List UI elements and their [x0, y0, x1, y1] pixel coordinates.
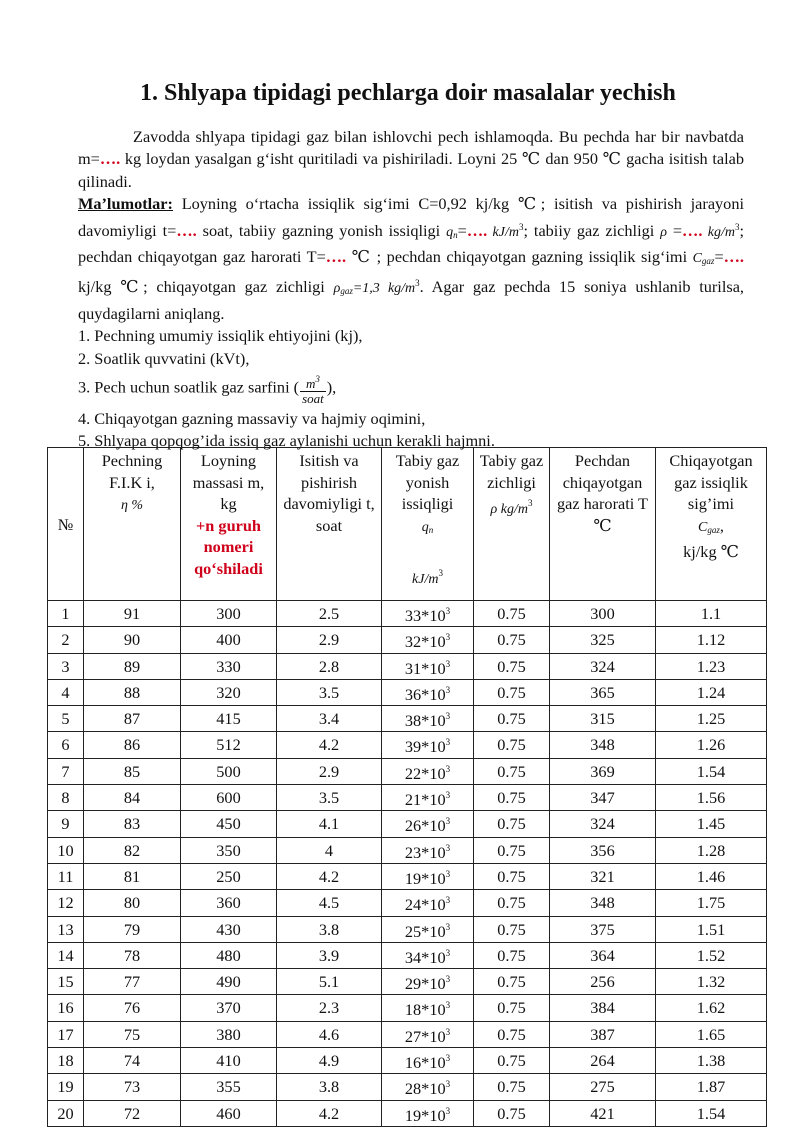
cell-mass: 410 [181, 1048, 277, 1074]
header-capacity-label: Chiqayotgan gaz issiqlik sig’imi [669, 451, 753, 513]
cell-duration: 5.1 [277, 969, 382, 995]
cell-number: 5 [48, 706, 84, 732]
cell-number: 4 [48, 679, 84, 705]
cell-mass: 600 [181, 785, 277, 811]
header-capacity-unit: kj/kg ℃ [683, 542, 739, 561]
c-symbol: C [692, 251, 702, 267]
cell-number: 8 [48, 785, 84, 811]
table-row [48, 679, 767, 705]
cell-exit-temp: 375 [550, 916, 656, 942]
cell-duration: 3.5 [277, 679, 382, 705]
cell-gas-capacity: 1.23 [656, 653, 767, 679]
cell-duration: 3.5 [277, 785, 382, 811]
data-label: Ma’lumotlar: [78, 194, 173, 214]
cell-exit-temp: 325 [550, 627, 656, 653]
cell-mass: 355 [181, 1074, 277, 1100]
cell-density: 0.75 [474, 679, 550, 705]
heat-blank: …. [466, 220, 488, 240]
cell-duration: 4.1 [277, 811, 382, 837]
intro-text-a: Zavodda shlyapa tipidagi gaz bilan ishlovchi pech ishlamoqda. Bu pechda har bir navbatda m= [78, 127, 744, 169]
table-row [48, 1048, 767, 1074]
header-gas-capacity: Chiqayotgan gaz issiqlik sig’imi $C_{gaz}$, kj/kg ℃ [656, 448, 767, 601]
rho-gaz-symbol: ρ [333, 281, 341, 297]
time-blank: …. [176, 220, 197, 240]
cell-gas-capacity: 1.12 [656, 627, 767, 653]
task-item-3 [78, 372, 744, 406]
cell-density: 0.75 [474, 890, 550, 916]
table-row [48, 811, 767, 837]
cell-density: 0.75 [474, 785, 550, 811]
data-text-6: ; pechdan chiqayotgan gaz harorati T= [78, 220, 744, 267]
data-text-8: = [714, 247, 724, 267]
cell-exit-temp: 315 [550, 706, 656, 732]
cell-heat-value: $24*10^3$ [382, 890, 474, 916]
c-subscript: gaz [701, 256, 715, 267]
cell-gas-capacity: 1.38 [656, 1048, 767, 1074]
cell-number: 15 [48, 969, 84, 995]
cell-efficiency: 86 [84, 732, 181, 758]
cell-exit-temp: 421 [550, 1100, 656, 1126]
cell-density: 0.75 [474, 942, 550, 968]
cell-density: 0.75 [474, 1074, 550, 1100]
cell-gas-capacity: 1.26 [656, 732, 767, 758]
cell-gas-capacity: 1.25 [656, 706, 767, 732]
cell-duration: 2.3 [277, 995, 382, 1021]
cell-exit-temp: 275 [550, 1074, 656, 1100]
cell-heat-value: $36*10^3$ [382, 679, 474, 705]
header-mass [181, 448, 277, 601]
cell-heat-value: $31*10^3$ [382, 653, 474, 679]
cell-exit-temp: 364 [550, 942, 656, 968]
cell-exit-temp: 387 [550, 1021, 656, 1047]
cell-heat-value: $25*10^3$ [382, 916, 474, 942]
cell-efficiency: 77 [84, 969, 181, 995]
task-item-4: 4. Chiqayotgan gazning massaviy va hajmiy oqimini, [78, 409, 426, 429]
cell-heat-value: $19*10^3$ [382, 1100, 474, 1126]
cell-density: 0.75 [474, 706, 550, 732]
cell-efficiency: 84 [84, 785, 181, 811]
cell-exit-temp: 365 [550, 679, 656, 705]
cell-mass: 430 [181, 916, 277, 942]
cell-density: 0.75 [474, 863, 550, 889]
table-row [48, 706, 767, 732]
cell-gas-capacity: 1.45 [656, 811, 767, 837]
table-row [48, 732, 767, 758]
variants-table [47, 447, 767, 1127]
task-item-2: 2. Soatlik quvvatini (kVt), [78, 348, 250, 368]
header-efficiency-symbol: η % [120, 498, 144, 513]
q-subscript: n [453, 229, 458, 240]
mass-blank: …. [99, 149, 121, 169]
cell-gas-capacity: 1.1 [656, 601, 767, 627]
data-paragraph [78, 193, 744, 325]
header-mass-note: +n guruh nomeri qo‘shiladi [194, 515, 263, 578]
cell-number: 9 [48, 811, 84, 837]
cell-duration: 4 [277, 837, 382, 863]
task-item-3-end: ), [326, 377, 337, 397]
page-title: 1. Shlyapa tipidagi pechlarga doir masalalar yechish [140, 80, 676, 106]
cell-heat-value: $32*10^3$ [382, 627, 474, 653]
cell-mass: 460 [181, 1100, 277, 1126]
cell-heat-value: $28*10^3$ [382, 1074, 474, 1100]
cell-mass: 500 [181, 758, 277, 784]
cell-number: 6 [48, 732, 84, 758]
cell-duration: 3.9 [277, 942, 382, 968]
cell-duration: 4.2 [277, 732, 382, 758]
cell-number: 2 [48, 627, 84, 653]
cell-density: 0.75 [474, 837, 550, 863]
cell-exit-temp: 256 [550, 969, 656, 995]
cell-mass: 480 [181, 942, 277, 968]
cell-gas-capacity: 1.52 [656, 942, 767, 968]
cell-exit-temp: 321 [550, 863, 656, 889]
cell-gas-capacity: 1.32 [656, 969, 767, 995]
cell-heat-value: $19*10^3$ [382, 863, 474, 889]
header-heat-symbol: q [421, 519, 429, 535]
cell-density: 0.75 [474, 732, 550, 758]
cell-density: 0.75 [474, 627, 550, 653]
q-symbol: q [446, 224, 454, 240]
cell-gas-capacity: 1.54 [656, 1100, 767, 1126]
cell-duration: 2.8 [277, 653, 382, 679]
cell-efficiency: 73 [84, 1074, 181, 1100]
cell-exit-temp: 356 [550, 837, 656, 863]
cell-gas-capacity: 1.87 [656, 1074, 767, 1100]
cell-heat-value: $22*10^3$ [382, 758, 474, 784]
fraction-numerator: m [305, 376, 316, 392]
cell-efficiency: 75 [84, 1021, 181, 1047]
header-mass-label: Loyning massasi m, kg [192, 451, 265, 513]
cell-density: 0.75 [474, 916, 550, 942]
cell-duration: 3.8 [277, 916, 382, 942]
rho-gaz-exp: 3 [415, 278, 420, 289]
cell-heat-value: $29*10^3$ [382, 969, 474, 995]
cell-efficiency: 79 [84, 916, 181, 942]
rho-gaz-subscript: gaz [340, 286, 353, 297]
cell-number: 13 [48, 916, 84, 942]
table-row [48, 653, 767, 679]
header-heat-value [382, 448, 474, 601]
table-row [48, 627, 767, 653]
cell-mass: 320 [181, 679, 277, 705]
header-density-symbol: ρ kg/m [490, 502, 528, 517]
cell-exit-temp: 300 [550, 601, 656, 627]
cell-heat-value: $21*10^3$ [382, 785, 474, 811]
cell-mass: 490 [181, 969, 277, 995]
header-density-label: Tabiy gaz zichligi [479, 451, 544, 492]
cell-duration: 4.5 [277, 890, 382, 916]
header-efficiency [84, 448, 181, 601]
cell-gas-capacity: 1.54 [656, 758, 767, 784]
cell-gas-capacity: 1.62 [656, 995, 767, 1021]
cell-efficiency: 90 [84, 627, 181, 653]
header-heat-unit: kJ/m [412, 571, 439, 587]
cell-efficiency: 74 [84, 1048, 181, 1074]
cell-mass: 360 [181, 890, 277, 916]
cell-density: 0.75 [474, 758, 550, 784]
cell-density: 0.75 [474, 1021, 550, 1047]
cell-gas-capacity: 1.51 [656, 916, 767, 942]
header-exit-temp: Pechdan chiqayotgan gaz harorati T ℃ [550, 448, 656, 601]
cell-efficiency: 85 [84, 758, 181, 784]
cell-duration: 3.4 [277, 706, 382, 732]
cell-duration: 4.2 [277, 863, 382, 889]
header-heat-unit-exp: 3 [438, 567, 443, 578]
cell-mass: 450 [181, 811, 277, 837]
cell-gas-capacity: 1.46 [656, 863, 767, 889]
cell-gas-capacity: 1.24 [656, 679, 767, 705]
fraction-denominator: soat [302, 391, 324, 407]
cell-exit-temp: 347 [550, 785, 656, 811]
table-row [48, 758, 767, 784]
cell-heat-value: $38*10^3$ [382, 706, 474, 732]
density-blank: …. [682, 220, 703, 240]
header-efficiency-label: Pechning F.I.K i, [101, 451, 163, 492]
header-capacity-subscript: gaz [707, 524, 720, 535]
cell-heat-value: $23*10^3$ [382, 837, 474, 863]
table-row [48, 1074, 767, 1100]
cell-efficiency: 82 [84, 837, 181, 863]
heat-unit-exp: 3 [518, 221, 524, 232]
cell-gas-capacity: 1.65 [656, 1021, 767, 1047]
header-duration: Isitish va pishirish davomiyligi t, soat [277, 448, 382, 601]
cell-density: 0.75 [474, 1100, 550, 1126]
data-text-1: Loyning o‘rtacha issiqlik sig‘imi C=0,92 kj/kg ℃; isitish va pishirish jarayoni davomiyligi t= [78, 194, 744, 240]
cell-duration: 4.9 [277, 1048, 382, 1074]
cell-exit-temp: 348 [550, 732, 656, 758]
cell-number: 10 [48, 837, 84, 863]
cell-mass: 350 [181, 837, 277, 863]
temp-blank: …. [325, 247, 347, 267]
heat-unit: kJ/m [487, 224, 519, 240]
cell-duration: 2.9 [277, 758, 382, 784]
task-item-1: 1. Pechning umumiy issiqlik ehtiyojini (kj), [78, 326, 363, 346]
table-row [48, 916, 767, 942]
cell-density: 0.75 [474, 653, 550, 679]
cell-duration: 2.9 [277, 627, 382, 653]
cell-gas-capacity: 1.75 [656, 890, 767, 916]
cell-duration: 4.6 [277, 1021, 382, 1047]
cell-efficiency: 80 [84, 890, 181, 916]
cell-number: 20 [48, 1100, 84, 1126]
table-row [48, 601, 767, 627]
cell-number: 17 [48, 1021, 84, 1047]
table-row [48, 863, 767, 889]
cell-mass: 370 [181, 995, 277, 1021]
header-number: № [48, 448, 84, 601]
rho-symbol: ρ [660, 224, 667, 240]
cell-exit-temp: 324 [550, 811, 656, 837]
cell-density: 0.75 [474, 1048, 550, 1074]
data-text-3: = [457, 220, 467, 240]
cell-heat-value: $39*10^3$ [382, 732, 474, 758]
table-header-row [48, 448, 767, 601]
table-row [48, 837, 767, 863]
table-row [48, 785, 767, 811]
data-text-10: . Agar gaz pechda 15 soniya ushlanib turilsa, quydagilarni aniqlang. [78, 277, 744, 323]
cell-number: 14 [48, 942, 84, 968]
header-heat-label: Tabiy gaz yonish issiqligi [395, 451, 460, 513]
density-unit-exp: 3 [734, 221, 740, 232]
cell-efficiency: 91 [84, 601, 181, 627]
cell-heat-value: $34*10^3$ [382, 942, 474, 968]
cell-density: 0.75 [474, 995, 550, 1021]
cell-mass: 415 [181, 706, 277, 732]
fraction-numerator-exp: 3 [315, 374, 320, 385]
table-row [48, 995, 767, 1021]
cell-efficiency: 87 [84, 706, 181, 732]
cell-gas-capacity: 1.56 [656, 785, 767, 811]
data-text-5: = [666, 220, 683, 240]
cell-number: 16 [48, 995, 84, 1021]
density-unit: kg/m [702, 224, 735, 240]
header-density [474, 448, 550, 601]
cell-efficiency: 88 [84, 679, 181, 705]
task-item-3-text: 3. Pech uchun soatlik gaz sarfini ( [78, 377, 300, 397]
cell-number: 1 [48, 601, 84, 627]
cell-efficiency: 72 [84, 1100, 181, 1126]
table-row [48, 1100, 767, 1126]
cell-mass: 250 [181, 863, 277, 889]
cell-heat-value: $27*10^3$ [382, 1021, 474, 1047]
cell-efficiency: 81 [84, 863, 181, 889]
cell-heat-value: $18*10^3$ [382, 995, 474, 1021]
cell-heat-value: $16*10^3$ [382, 1048, 474, 1074]
cell-duration: 3.8 [277, 1074, 382, 1100]
task-item-5: 5. Shlyapa qopqog’ida issiq gaz aylanishi uchun kerakli hajmni. [78, 431, 495, 451]
cell-density: 0.75 [474, 811, 550, 837]
problem-statement [78, 126, 744, 453]
cell-density: 0.75 [474, 969, 550, 995]
table-row [48, 890, 767, 916]
cell-efficiency: 83 [84, 811, 181, 837]
cell-exit-temp: 348 [550, 890, 656, 916]
cell-efficiency: 78 [84, 942, 181, 968]
cell-density: 0.75 [474, 601, 550, 627]
table-body [48, 601, 767, 1127]
cell-number: 18 [48, 1048, 84, 1074]
table-row [48, 1021, 767, 1047]
cell-gas-capacity: 1.28 [656, 837, 767, 863]
capacity-blank: …. [723, 247, 744, 267]
cell-duration: 4.2 [277, 1100, 382, 1126]
cell-efficiency: 76 [84, 995, 181, 1021]
cell-mass: 300 [181, 601, 277, 627]
data-text-7: ℃ ; pechdan chiqayotgan gazning issiqlik sig‘imi [346, 247, 693, 267]
header-heat-subscript: n [428, 524, 434, 535]
cell-number: 11 [48, 863, 84, 889]
gas-flow-fraction [300, 372, 326, 406]
cell-number: 7 [48, 758, 84, 784]
cell-exit-temp: 384 [550, 995, 656, 1021]
cell-efficiency: 89 [84, 653, 181, 679]
data-text-9: kj/kg ℃; chiqayotgan gaz zichligi [78, 277, 334, 297]
cell-mass: 380 [181, 1021, 277, 1047]
cell-mass: 512 [181, 732, 277, 758]
data-text-4: ; tabiiy gaz zichligi [523, 220, 661, 240]
header-density-exp: 3 [527, 498, 533, 508]
rho-gaz-value: =1,3 kg/m [352, 281, 416, 297]
cell-duration: 2.5 [277, 601, 382, 627]
cell-exit-temp: 324 [550, 653, 656, 679]
table-row [48, 969, 767, 995]
cell-heat-value: $33*10^3$ [382, 601, 474, 627]
data-text-2: soat, tabiiy gazning yonish issiqligi [196, 220, 447, 240]
cell-heat-value: $26*10^3$ [382, 811, 474, 837]
intro-paragraph [78, 126, 744, 193]
header-capacity-symbol: C [698, 519, 708, 535]
cell-mass: 400 [181, 627, 277, 653]
cell-exit-temp: 369 [550, 758, 656, 784]
cell-number: 19 [48, 1074, 84, 1100]
cell-number: 3 [48, 653, 84, 679]
cell-mass: 330 [181, 653, 277, 679]
cell-number: 12 [48, 890, 84, 916]
cell-exit-temp: 264 [550, 1048, 656, 1074]
intro-text-b: kg loydan yasalgan g‘isht quritiladi va pishiriladi. Loyni 25 ℃ dan 950 ℃ gacha isitish talab qilinadi. [78, 149, 744, 191]
table-row [48, 942, 767, 968]
